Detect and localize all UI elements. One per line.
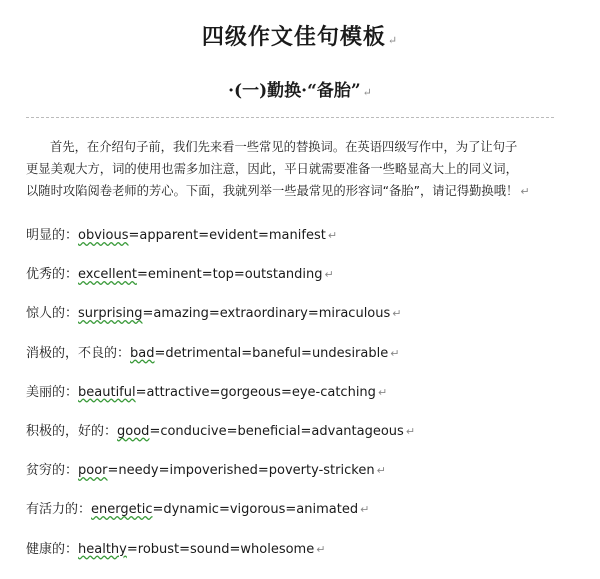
title-text: 四级作文佳句模板 <box>201 24 386 50</box>
paragraph-mark-icon: ↵ <box>316 542 326 556</box>
vocab-row[interactable] <box>26 461 586 500</box>
vocab-row[interactable] <box>26 304 586 343</box>
vocab-synonyms: =eminent=top=outstanding <box>136 267 323 283</box>
paragraph-mark-icon: ↵ <box>387 34 399 47</box>
vocab-first-word: surprising <box>78 306 143 322</box>
vocab-label: 积极的，好的： <box>26 423 118 439</box>
intro-line: 更显美观大方，词的使用也需多加注意，因此，平日就需要准备一些略显高大上的同义词， <box>26 162 518 176</box>
section-heading-text: ·(一)勤换·“备胎” <box>228 81 361 101</box>
vocab-row[interactable] <box>26 540 586 579</box>
vocab-label: 明显的： <box>26 228 79 243</box>
vocab-row[interactable] <box>26 500 586 539</box>
vocab-label: 有活力的： <box>26 502 92 518</box>
vocab-synonyms: =amazing=extraordinary=miraculous <box>142 306 391 322</box>
vocab-first-word: healthy <box>78 541 127 557</box>
vocab-synonyms: =detrimental=baneful=undesirable <box>154 345 389 361</box>
paragraph-mark-icon: ↵ <box>390 346 400 360</box>
section-heading <box>0 76 600 101</box>
vocab-row[interactable] <box>26 383 586 422</box>
vocab-first-word: obvious <box>78 228 129 243</box>
intro-paragraph[interactable] <box>26 136 566 203</box>
paragraph-mark-icon: ↵ <box>405 424 416 438</box>
paragraph-mark-icon: ↵ <box>324 268 334 282</box>
vocab-row[interactable] <box>26 422 586 461</box>
paragraph-mark-icon: ↵ <box>520 185 530 198</box>
vocab-first-word: energetic <box>91 502 153 518</box>
vocab-row[interactable] <box>26 226 586 265</box>
vocab-label: 优秀的： <box>26 267 79 283</box>
paragraph-mark-icon: ↵ <box>377 385 388 399</box>
vocab-label: 健康的： <box>26 541 79 557</box>
vocab-row[interactable] <box>26 344 586 383</box>
paragraph-mark-icon: ↵ <box>360 503 370 517</box>
vocab-synonyms: =apparent=evident=manifest <box>128 228 326 243</box>
vocab-label: 消极的，不良的： <box>26 345 131 361</box>
vocab-label: 美丽的： <box>26 384 79 400</box>
vocab-first-word: poor <box>78 463 108 479</box>
paragraph-mark-icon: ↵ <box>327 229 338 242</box>
dashed-divider <box>26 117 554 118</box>
vocab-list <box>26 226 586 579</box>
intro-line: 首先，在介绍句子前，我们先来看一些常见的替换词。在英语四级写作中，为了让句子 <box>50 140 518 154</box>
vocab-label: 贫穷的： <box>26 463 79 479</box>
document-title <box>0 20 600 51</box>
vocab-first-word: bad <box>130 345 155 361</box>
vocab-synonyms: =needy=impoverished=poverty-stricken <box>107 463 375 479</box>
paragraph-mark-icon: ↵ <box>362 86 372 99</box>
intro-line: 以随时攻陷阅卷老师的芳心。下面，我就列举一些最常见的形容词“备胎”，请记得勤换哦！ ↵ <box>26 184 530 198</box>
vocab-synonyms: =robust=sound=wholesome <box>126 541 315 557</box>
vocab-first-word: beautiful <box>78 384 136 400</box>
vocab-label: 惊人的： <box>26 306 79 322</box>
vocab-synonyms: =attractive=gorgeous=eye-catching <box>135 384 376 400</box>
vocab-first-word: excellent <box>78 267 137 283</box>
vocab-synonyms: =conducive=beneficial=advantageous <box>149 423 404 439</box>
paragraph-mark-icon: ↵ <box>392 307 402 321</box>
paragraph-mark-icon: ↵ <box>376 464 386 478</box>
vocab-first-word: good <box>117 423 150 439</box>
vocab-row[interactable] <box>26 265 586 304</box>
vocab-synonyms: =dynamic=vigorous=animated <box>152 502 359 518</box>
